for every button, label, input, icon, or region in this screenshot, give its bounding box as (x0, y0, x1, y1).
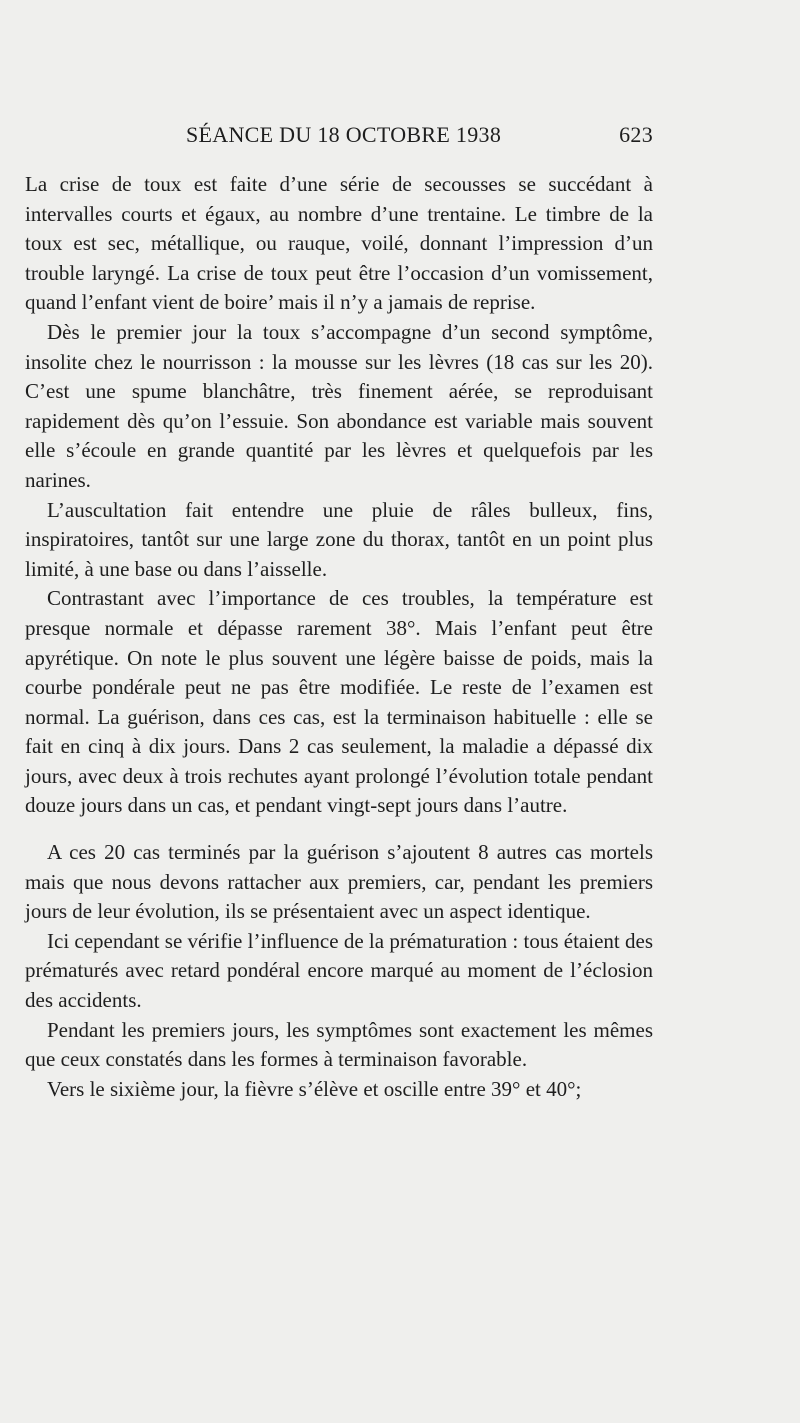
body-text (25, 170, 653, 1104)
paragraph: L’auscultation fait entendre une pluie de râles bulleux, fins, inspiratoires, tantôt sur une large zone du thorax, tantôt en un point plus limité, à une base ou dans l’aisselle. (25, 497, 653, 581)
paragraph: Contrastant avec l’importance de ces troubles, la température est presque normale et dépasse rarement 38°. Mais l’enfant peut être apyrétique. On note le plus souvent une légère baisse de poids, mais la courbe pondérale peut ne pas être modifiée. Le reste de l’examen est normal. La guérison, dans ces cas, est la terminaison habituelle : elle se fait en cinq à dix jours. Dans 2 cas seulement, la maladie a dépassé dix jours, avec deux à trois rechutes ayant prolongé l’évolution totale pendant douze jours dans un cas, et pendant vingt-sept jours dans l’autre. (25, 586, 653, 818)
paragraph: Dès le premier jour la toux s’accompagne d’un second symptôme, insolite chez le nourrisson : la mousse sur les lèvres (18 cas sur les 20). C’est une spume blanchâtre, très finement aérée, se reproduisant rapidement dès qu’on l’essuie. Son abondance est variable mais souvent elle s’écoule en grande quantité par les lèvres et quelquefois par les narines. (25, 319, 653, 492)
paragraph: Vers le sixième jour, la fièvre s’élève et oscille entre 39° et 40°; (47, 1076, 582, 1101)
page-number: 623 (619, 122, 653, 147)
paragraph: Pendant les premiers jours, les symptômes sont exactement les mêmes que ceux constatés dans les formes à terminaison favorable. (25, 1017, 653, 1072)
paragraph: A ces 20 cas terminés par la guérison s’ajoutent 8 autres cas mortels mais que nous devons rattacher aux premiers, car, pendant les premiers jours de leur évolution, ils se présentaient avec un aspect identique. (25, 840, 653, 924)
running-header (25, 122, 653, 152)
paragraph: La crise de toux est faite d’une série de secousses se succédant à intervalles courts et égaux, au nombre d’une trentaine. Le timbre de la toux est sec, métallique, ou rauque, voilé, donnant l’impression d’un trouble laryngé. La crise de toux peut être l’occasion d’un vomissement, quand l’enfant vient de boire’ mais il n’y a jamais de reprise. (25, 172, 653, 315)
paragraph: Ici cependant se vérifie l’influence de la prématuration : tous étaient des prématurés avec retard pondéral encore marqué au moment de l’éclosion des accidents. (25, 928, 653, 1013)
header-title: SÉANCE DU 18 OCTOBRE 1938 (186, 122, 502, 147)
